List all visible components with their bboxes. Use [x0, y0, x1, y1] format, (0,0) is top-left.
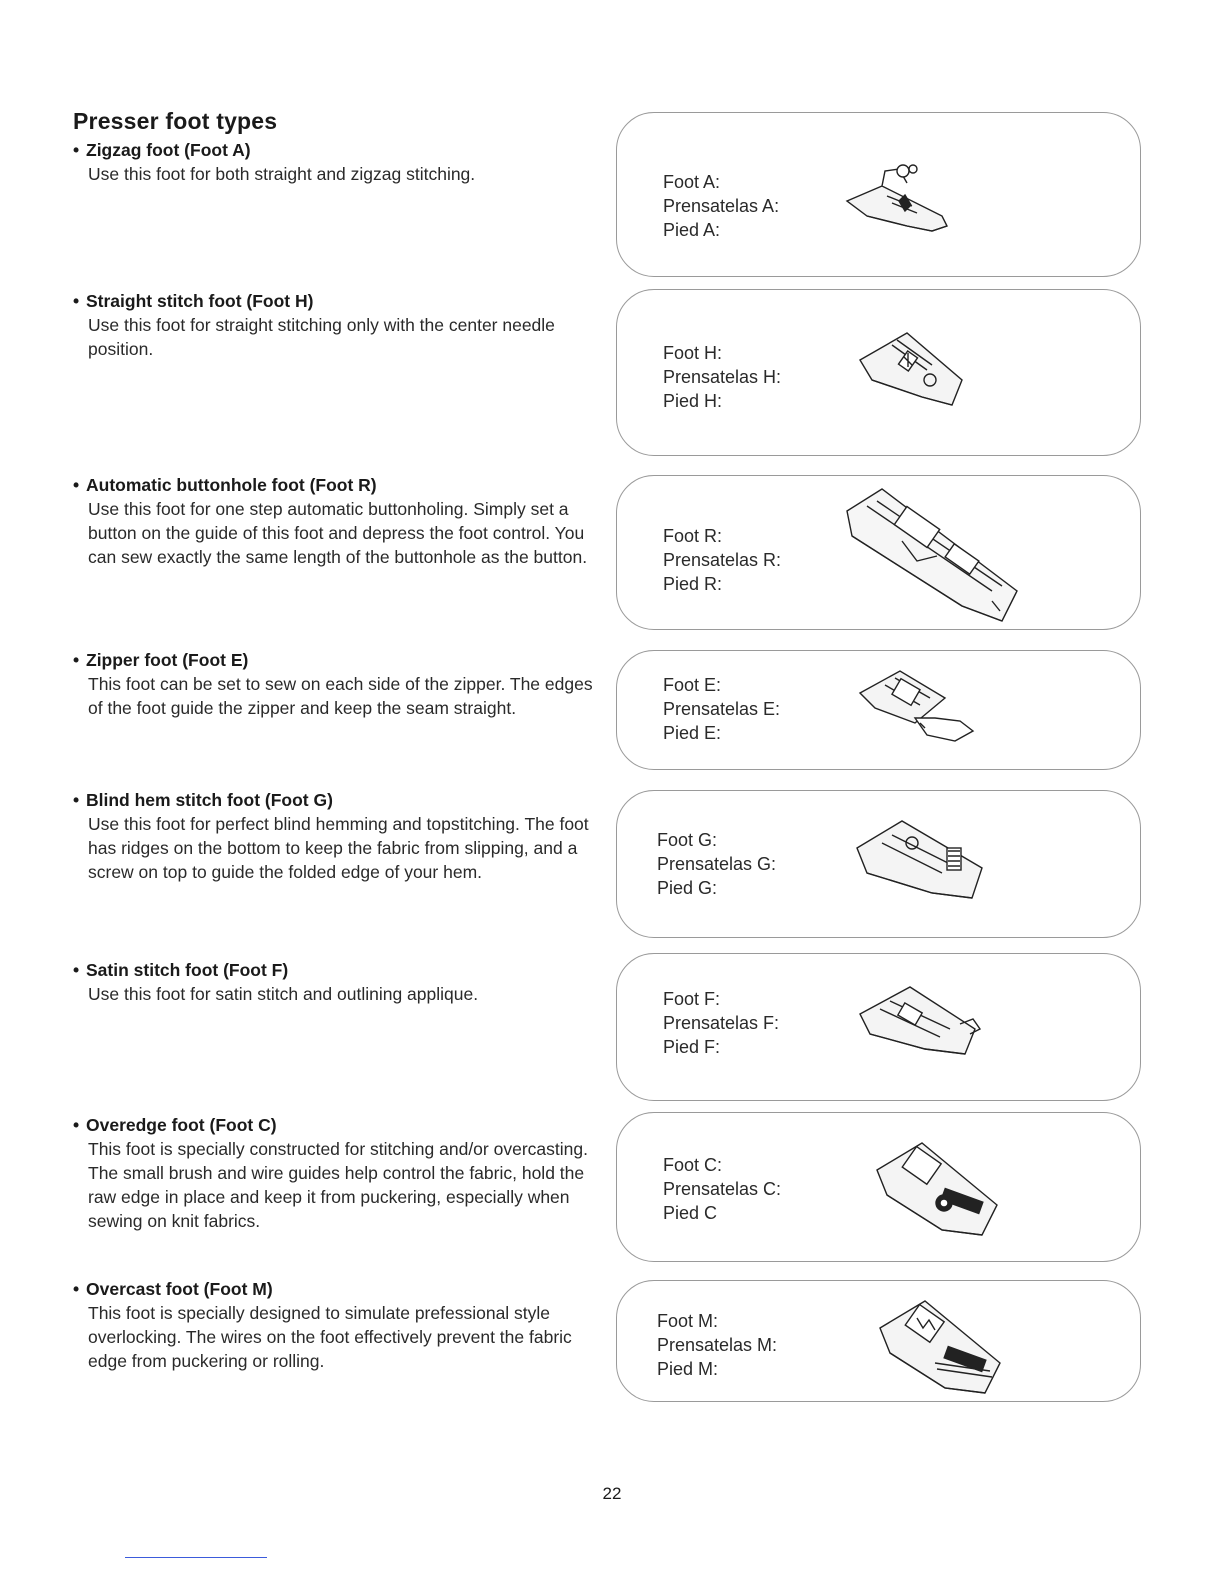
- section-body: Use this foot for satin stitch and outlining applique.: [88, 984, 479, 1004]
- section-body: This foot is specially constructed for stitching and/or overcasting. The small brush and wire guides help control the fabric, hold the raw edge in place and keep it from puckering, especially when sewing on knit fabrics.: [88, 1139, 588, 1231]
- label-es: Prensatelas C:: [663, 1179, 782, 1199]
- label-es: Prensatelas F:: [663, 1013, 780, 1033]
- label-fr: Pied R:: [663, 574, 723, 594]
- section-heading: • Zipper foot (Foot E): [73, 650, 249, 670]
- section-foot-r: [73, 473, 603, 569]
- foot-m-panel: [616, 1280, 1141, 1402]
- label-fr: Pied C: [663, 1203, 718, 1223]
- label-fr: Pied G:: [657, 878, 718, 898]
- section-body: Use this foot for straight stitching only with the center needle position.: [88, 315, 555, 359]
- section-body: This foot is specially designed to simulate prefessional style overlocking. The wires on the foot effectively prevent the fabric edge from puckering or rolling.: [88, 1303, 572, 1371]
- overcast-foot-icon: [875, 1293, 1010, 1403]
- page-number: 22: [602, 1484, 622, 1503]
- footer-rule: [125, 1557, 267, 1558]
- foot-h-panel: [616, 289, 1141, 456]
- straight-stitch-foot-icon: [852, 325, 972, 420]
- section-heading: • Satin stitch foot (Foot F): [73, 960, 289, 980]
- label-es: Prensatelas A:: [663, 196, 780, 216]
- section-foot-c: [73, 1113, 603, 1233]
- label-es: Prensatelas R:: [663, 550, 782, 570]
- section-foot-f: [73, 958, 603, 1006]
- label-es: Prensatelas G:: [657, 854, 777, 874]
- label-en: Foot R:: [663, 526, 723, 546]
- section-foot-h: [73, 289, 603, 361]
- section-body: Use this foot for one step automatic buttonholing. Simply set a button on the guide of this foot and depress the foot control. You can sew exactly the same length of the buttonhole as the button.: [88, 499, 588, 567]
- label-en: Foot G:: [657, 830, 718, 850]
- label-es: Prensatelas H:: [663, 367, 782, 387]
- section-heading: • Automatic buttonhole foot (Foot R): [73, 475, 377, 495]
- section-body: This foot can be set to sew on each side of the zipper. The edges of the foot guide the zipper and keep the seam straight.: [88, 674, 593, 718]
- blind-hem-foot-icon: [852, 813, 997, 913]
- section-heading: • Blind hem stitch foot (Foot G): [73, 790, 333, 810]
- section-foot-m: [73, 1277, 603, 1373]
- satin-stitch-foot-icon: [855, 979, 985, 1074]
- section-heading: • Overcast foot (Foot M): [73, 1279, 273, 1299]
- label-en: Foot F:: [663, 989, 721, 1009]
- section-foot-e: [73, 648, 603, 720]
- foot-a-panel: [616, 112, 1141, 277]
- zipper-foot-icon: [855, 663, 985, 753]
- label-es: Prensatelas M:: [657, 1335, 778, 1355]
- section-heading: • Straight stitch foot (Foot H): [73, 291, 314, 311]
- section-body: Use this foot for perfect blind hemming and topstitching. The foot has ridges on the bottom to keep the fabric from slipping, and a screw on top to guide the folded edge of your hem.: [88, 814, 589, 882]
- foot-c-panel: [616, 1112, 1141, 1262]
- zigzag-foot-icon: [837, 161, 957, 251]
- foot-r-panel: [616, 475, 1141, 630]
- label-en: Foot A:: [663, 172, 721, 192]
- label-fr: Pied E:: [663, 723, 722, 743]
- label-fr: Pied M:: [657, 1359, 719, 1379]
- foot-e-panel: [616, 650, 1141, 770]
- label-fr: Pied F:: [663, 1037, 721, 1057]
- label-es: Prensatelas E:: [663, 699, 781, 719]
- label-fr: Pied H:: [663, 391, 723, 411]
- overedge-foot-icon: [872, 1135, 1007, 1245]
- section-foot-a: [73, 138, 603, 186]
- label-en: Foot C:: [663, 1155, 723, 1175]
- foot-f-panel: [616, 953, 1141, 1101]
- section-body: Use this foot for both straight and zigzag stitching.: [88, 164, 476, 184]
- label-en: Foot E:: [663, 675, 722, 695]
- section-heading: • Overedge foot (Foot C): [73, 1115, 277, 1135]
- buttonhole-foot-icon: [842, 481, 1022, 626]
- label-fr: Pied A:: [663, 220, 721, 240]
- section-heading: • Zigzag foot (Foot A): [73, 140, 251, 160]
- section-foot-g: [73, 788, 603, 884]
- label-en: Foot M:: [657, 1311, 719, 1331]
- foot-g-panel: [616, 790, 1141, 938]
- label-en: Foot H:: [663, 343, 723, 363]
- page-title: Presser foot types: [73, 108, 278, 134]
